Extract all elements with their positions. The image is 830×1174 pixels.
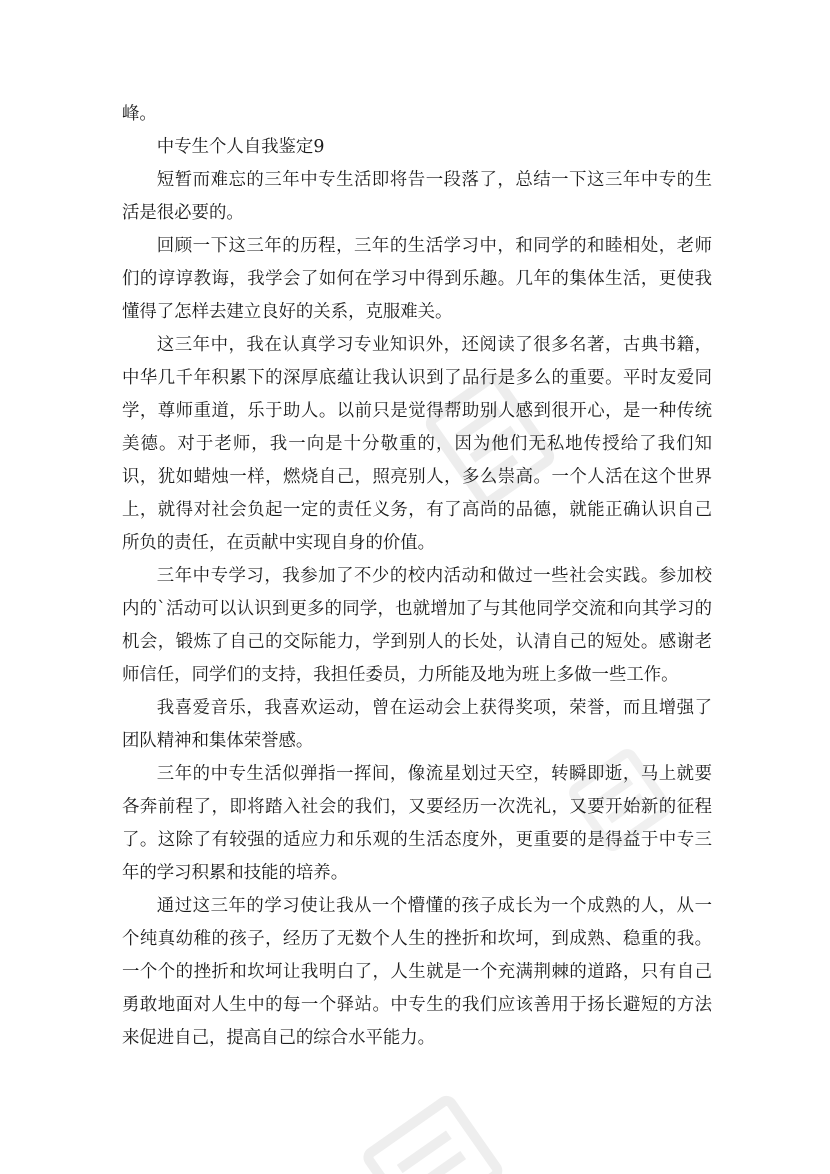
section-heading: 中专生个人自我鉴定9 <box>156 137 325 157</box>
paragraph: 三年中专学习，我参加了不少的校内活动和做过一些社会实践。参加校内的`活动可以认识到更多的同学，也就增加了与其他同学交流和向其学习的机会，锻炼了自己的交际能力，学到别人的长处，认清自己的短处。感谢老师信任，同学们的支持，我担任委员，力所能及地为班上多做一些工作。 <box>122 566 712 685</box>
paragraph-continuation: 峰。 <box>122 104 157 124</box>
paragraph: 通过这三年的学习使让我从一个懵懂的孩子成长为一个成熟的人，从一个纯真幼稚的孩子，经历了无数个人生的挫折和坎坷，到成熟、稳重的我。一个个的挫折和坎坷让我明白了，人生就是一个充满荆棘的道路，只有自己勇敢地面对人生中的每一个驿站。中专生的我们应该善用于扬长避短的方法来促进自己，提高自己的综合水平能力。 <box>122 896 712 1048</box>
paragraph: 这三年中，我在认真学习专业知识外，还阅读了很多名著，古典书籍，中华几千年积累下的深厚底蕴让我认识到了品行是多么的重要。平时友爱同学，尊师重道，乐于助人。以前只是觉得帮助别人感到很开心，是一种传统美德。对于老师，我一向是十分敬重的，因为他们无私地传授给了我们知识，犹如蜡烛一样，燃烧自己，照亮别人，多么崇高。一个人活在这个世界上，就得对社会负起一定的责任义务，有了高尚的品德，就能正确认识自己所负的责任，在贡献中实现自身的价值。 <box>122 335 712 553</box>
paragraph: 我喜爱音乐，我喜欢运动，曾在运动会上获得奖项，荣誉，而且增强了团队精神和集体荣誉感。 <box>122 698 712 751</box>
watermark-icon <box>330 1080 530 1174</box>
paragraph: 三年的中专生活似弹指一挥间，像流星划过天空，转瞬即逝，马上就要各奔前程了，即将踏入社会的我们，又要经历一次洗礼，又要开始新的征程了。这除了有较强的适应力和乐观的生活态度外，更重要的是得益于中专三年的学习积累和技能的培养。 <box>122 764 712 883</box>
paragraph: 回顾一下这三年的历程，三年的生活学习中，和同学的和睦相处，老师们的谆谆教诲，我学会了如何在学习中得到乐趣。几年的集体生活，更使我懂得了怎样去建立良好的关系，克服难关。 <box>122 236 712 322</box>
paragraph: 短暂而难忘的三年中专生活即将告一段落了，总结一下这三年中专的生活是很必要的。 <box>122 170 712 223</box>
document-body <box>122 98 712 1055</box>
